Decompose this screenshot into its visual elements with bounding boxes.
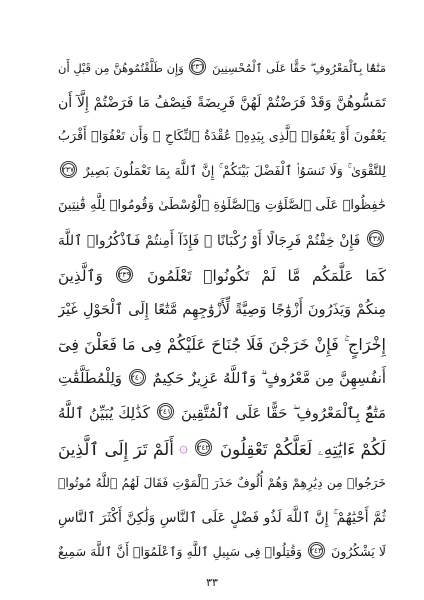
verse-text: وَلِلْمُطَلَّقَٰتِ <box>58 370 122 388</box>
quran-line-12 <box>58 432 386 467</box>
verse-text: حَٰفِظُوا۟ عَلَى ٱلصَّلَوَٰتِ وَٱلصَّلَوٰةِ ٱلْوُسْطَىٰ وَقُومُوا۟ لِلَّهِ قَٰنِتِينَ <box>58 198 386 214</box>
ayah-end-marker <box>60 161 77 178</box>
verse-text: يَعْفُونَ أَوْ يَعْفُوَا۟ ٱلَّذِى بِيَدِهِۦ عُقْدَةُ ٱلنِّكَاحِ ۚ وَأَن تَعْفُوٓا۟ أَقْرَبُ <box>58 129 386 145</box>
quran-line-7 <box>58 259 386 294</box>
quran-line-10 <box>58 362 386 397</box>
hizb-marker-icon: ۞ <box>179 438 189 457</box>
ayah-end-marker <box>157 403 174 420</box>
verse-text: مِنكُمْ وَيَذَرُونَ أَزْوَٰجًا وَصِيَّةً لِّأَزْوَٰجِهِم مَّتَٰعًا إِلَى ٱلْحَوْلِ غَيْرَ <box>58 302 386 319</box>
quran-line-1 <box>58 51 386 86</box>
verse-text: لِلتَّقْوَىٰ ۚ وَلَا تَنسَوُا۟ ٱلْفَضْلَ بَيْنَكُمْ ۚ إِنَّ ٱللَّهَ بِمَا تَعْمَلُونَ بَصِيرٌ <box>83 163 386 179</box>
quran-line-8 <box>58 293 386 328</box>
quran-line-5 <box>58 189 386 224</box>
ayah-number: ٢٤١ <box>158 407 171 417</box>
verse-text: إِخْرَاجٍ ۚ فَإِنْ خَرَجْنَ فَلَا جُنَاحَ عَلَيْكُمْ فِى مَا فَعَلْنَ فِىٓ <box>58 334 386 354</box>
ayah-number: ٢٣٨ <box>368 234 381 244</box>
ayah-end-marker <box>116 266 133 283</box>
page-number: ٣٣ <box>206 576 218 589</box>
verse-text: مَتَٰعًۢا بِٱلْمَعْرُوفِ ۖ حَقًّا عَلَى ٱلْمُحْسِنِينَ <box>212 61 386 75</box>
quran-line-11 <box>58 397 386 432</box>
ayah-number: ٢٣٧ <box>61 164 74 174</box>
verse-text: فَإِنْ خِفْتُمْ فَرِجَالًا أَوْ رُكْبَانًا ۖ فَإِذَآ أَمِنتُمْ فَٱذْكُرُوا۟ ٱللَّهَ <box>58 232 361 249</box>
mushaf-page-text <box>58 51 386 570</box>
verse-text: مَتَٰعٌۢ بِٱلْمَعْرُوفِ ۖ حَقًّا عَلَى ٱلْمُتَّقِينَ <box>181 404 386 422</box>
quran-line-3 <box>58 120 386 155</box>
quran-line-9 <box>58 328 386 363</box>
quran-line-14 <box>58 501 386 536</box>
quran-line-15 <box>58 535 386 570</box>
ayah-number: ٢٣٦ <box>191 62 204 71</box>
verse-text: وَٱلَّذِينَ <box>58 266 103 285</box>
verse-text: أَنفُسِهِنَّ مِن مَّعْرُوفٍ ۗ وَٱللَّهُ عَزِيزٌ حَكِيمٌ <box>152 370 386 388</box>
ayah-end-marker <box>189 58 206 75</box>
verse-text: كَمَا عَلَّمَكُم مَّا لَمْ تَكُونُوا۟ تَعْلَمُونَ <box>147 266 386 285</box>
verse-text: ثُمَّ أَحْيَٰهُمْ ۚ إِنَّ ٱللَّهَ لَذُو فَضْلٍ عَلَى ٱلنَّاسِ وَلَٰكِنَّ أَكْثَرَ ٱلنَّاسِ <box>58 509 386 526</box>
quran-line-2 <box>58 86 386 121</box>
ayah-number: ٢٤٠ <box>130 372 143 382</box>
ayah-number: ٢٣٩ <box>118 269 131 279</box>
ayah-number: ٢٤٢ <box>197 443 210 453</box>
quran-line-4 <box>58 155 386 190</box>
ayah-end-marker <box>129 369 146 386</box>
verse-text: أَلَمْ تَرَ إِلَى ٱلَّذِينَ <box>58 438 174 459</box>
verse-text: كَذَٰلِكَ يُبَيِّنُ ٱللَّهُ <box>58 404 150 422</box>
verse-text: وَإِن طَلَّقْتُمُوهُنَّ مِن قَبْلِ أَن <box>58 61 184 75</box>
quran-line-6 <box>58 224 386 259</box>
quran-line-13 <box>58 466 386 501</box>
verse-text: تَمَسُّوهُنَّ وَقَدْ فَرَضْتُمْ لَهُنَّ فَرِيضَةً فَنِصْفُ مَا فَرَضْتُمْ إِلَّآ أَن <box>58 94 386 111</box>
ayah-end-marker <box>367 230 384 247</box>
ayah-end-marker <box>195 439 212 456</box>
verse-text: لَا يَشْكُرُونَ <box>331 544 386 560</box>
verse-text: لَكُمْ ءَايَٰتِهِۦ لَعَلَّكُمْ تَعْقِلُونَ <box>219 438 386 459</box>
verse-text: خَرَجُوا۟ مِن دِيَٰرِهِمْ وَهُمْ أُلُوفٌ حَذَرَ ٱلْمَوْتِ فَقَالَ لَهُمُ ٱللَّهُ مُوتُوا۟ <box>58 476 386 491</box>
ayah-end-marker <box>308 542 325 559</box>
verse-text: وَقَٰتِلُوا۟ فِى سَبِيلِ ٱللَّهِ وَٱعْلَمُوٓا۟ أَنَّ ٱللَّهَ سَمِيعٌ <box>58 544 303 560</box>
ayah-number: ٢٤٣ <box>309 546 323 556</box>
